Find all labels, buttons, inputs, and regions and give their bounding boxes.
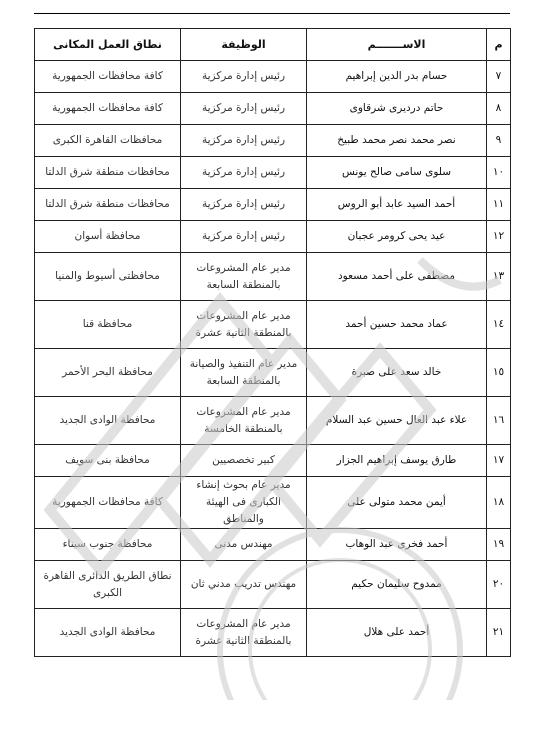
row-number: ١٦ (487, 397, 511, 445)
row-area: محافظة جنوب سيناء (35, 529, 181, 561)
row-job: رئيس إدارة مركزية (181, 157, 307, 189)
row-job: رئيس إدارة مركزية (181, 125, 307, 157)
row-area: محافظة الوادى الجديد (35, 397, 181, 445)
row-number: ٧ (487, 61, 511, 93)
row-number: ١٥ (487, 349, 511, 397)
row-area: محافظة أسوان (35, 221, 181, 253)
row-number: ١٢ (487, 221, 511, 253)
row-area: كافة محافظات الجمهورية (35, 93, 181, 125)
personnel-table (34, 28, 511, 657)
row-job: مدير عام بحوث إنشاء الكبارى فى الهيئة والمناطق (181, 477, 307, 529)
row-number: ١٩ (487, 529, 511, 561)
row-name: عماد محمد حسين أحمد (307, 301, 487, 349)
table-row (35, 221, 511, 253)
row-name: أحمد فخرى عبد الوهاب (307, 529, 487, 561)
row-name: طارق يوسف إبراهيم الجزار (307, 445, 487, 477)
row-area: محافظتى أسيوط والمنيا (35, 253, 181, 301)
row-area: محافظة البحر الأحمر (35, 349, 181, 397)
row-name: علاء عبد العال حسين عبد السلام (307, 397, 487, 445)
row-job: مهندس مدنى (181, 529, 307, 561)
header-name: الاســـــــم (307, 29, 487, 61)
row-number: ١٧ (487, 445, 511, 477)
table-row (35, 125, 511, 157)
row-job: مدير عام المشروعات بالمنطقة السابعة (181, 253, 307, 301)
row-name: سلوى سامى صالح يونس (307, 157, 487, 189)
table-row (35, 157, 511, 189)
table-row (35, 561, 511, 609)
table-row (35, 477, 511, 529)
table-row (35, 93, 511, 125)
row-job: رئيس إدارة مركزية (181, 93, 307, 125)
row-number: ١١ (487, 189, 511, 221)
row-job: مهندس تدريب مدني ثان (181, 561, 307, 609)
table-row (35, 609, 511, 657)
row-name: ممدوح سليمان حكيم (307, 561, 487, 609)
row-area: محافظات منطقة شرق الدلتا (35, 157, 181, 189)
row-name: أحمد السيد عابد أبو الروس (307, 189, 487, 221)
header-job: الوظيفة (181, 29, 307, 61)
row-name: خالد سعد على صبرة (307, 349, 487, 397)
row-area: محافظات منطقة شرق الدلتا (35, 189, 181, 221)
row-job: رئيس إدارة مركزية (181, 61, 307, 93)
row-number: ١٤ (487, 301, 511, 349)
row-number: ١٣ (487, 253, 511, 301)
row-job: رئيس إدارة مركزية (181, 221, 307, 253)
row-number: ١٠ (487, 157, 511, 189)
table-row (35, 445, 511, 477)
table-row (35, 349, 511, 397)
row-name: أحمد على هلال (307, 609, 487, 657)
row-job: مدير عام المشروعات بالمنطقة الخامسة (181, 397, 307, 445)
row-name: عيد يحى كرومر عجبان (307, 221, 487, 253)
row-area: محافظة بنى سويف (35, 445, 181, 477)
row-job: كبير تخصصيين (181, 445, 307, 477)
table-row (35, 397, 511, 445)
table-row (35, 253, 511, 301)
header-number: م (487, 29, 511, 61)
row-name: مصطفى على أحمد مسعود (307, 253, 487, 301)
row-job: مدير عام المشروعات بالمنطقة الثانية عشرة (181, 301, 307, 349)
row-area: محافظات القاهرة الكبرى (35, 125, 181, 157)
row-name: حاتم درديرى شرقاوى (307, 93, 487, 125)
row-job: رئيس إدارة مركزية (181, 189, 307, 221)
row-area: محافظة الوادى الجديد (35, 609, 181, 657)
row-job: مدير عام التنفيذ والصيانة بالمنطقة السابعة (181, 349, 307, 397)
top-rule (34, 13, 510, 14)
table-row (35, 301, 511, 349)
table-row (35, 189, 511, 221)
row-area: كافة محافظات الجمهورية (35, 61, 181, 93)
table-row (35, 529, 511, 561)
row-number: ٢١ (487, 609, 511, 657)
table-row (35, 61, 511, 93)
row-area: كافة محافظات الجمهورية (35, 477, 181, 529)
row-name: نصر محمد نصر محمد طبيخ (307, 125, 487, 157)
row-name: حسام بدر الدين إبراهيم (307, 61, 487, 93)
row-number: ١٨ (487, 477, 511, 529)
header-area: نطاق العمل المكانى (35, 29, 181, 61)
row-name: أيمن محمد متولى على (307, 477, 487, 529)
row-job: مدير عام المشروعات بالمنطقة الثانية عشرة (181, 609, 307, 657)
table-header-row (35, 29, 511, 61)
row-number: ٩ (487, 125, 511, 157)
row-number: ٢٠ (487, 561, 511, 609)
row-area: نطاق الطريق الدائرى القاهرة الكبرى (35, 561, 181, 609)
row-area: محافظة قنا (35, 301, 181, 349)
row-number: ٨ (487, 93, 511, 125)
